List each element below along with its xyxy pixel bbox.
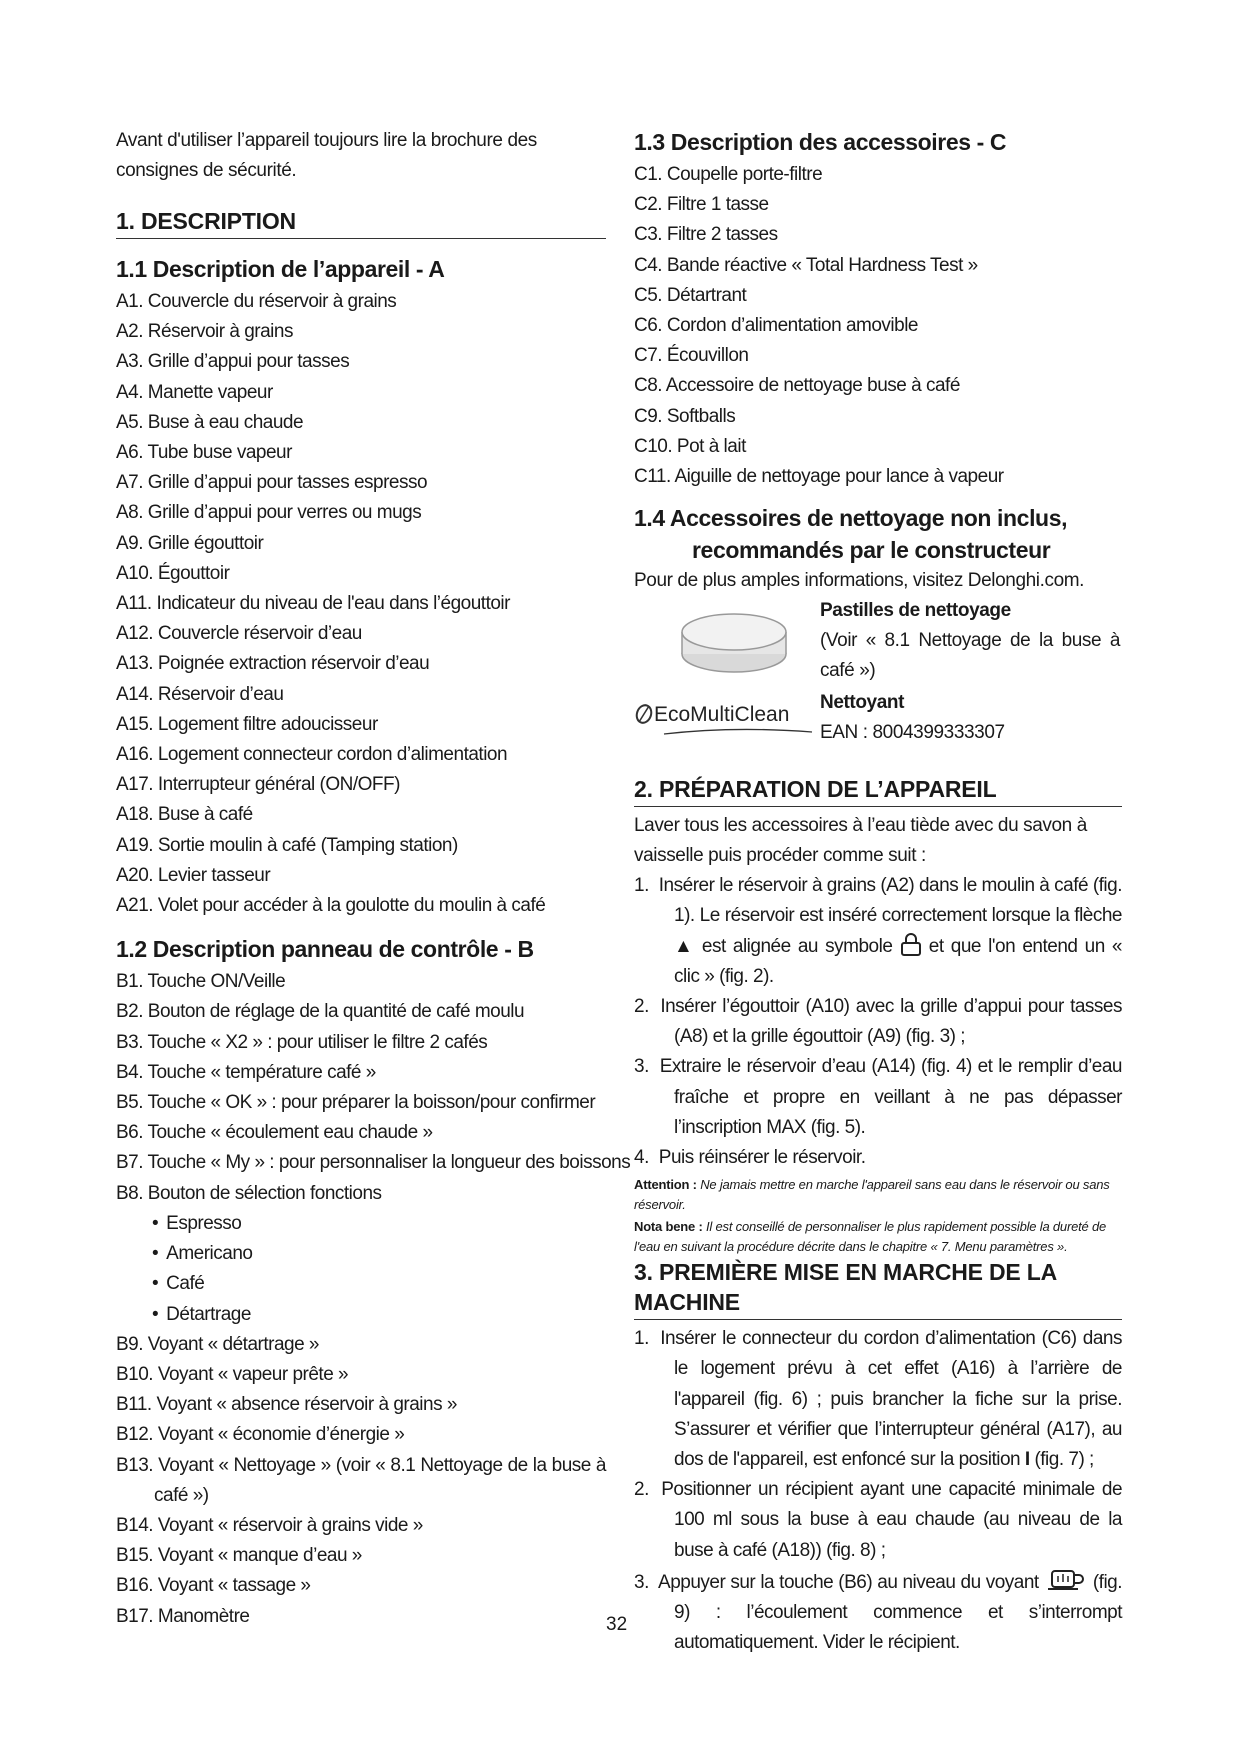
section-3-steps [634,1324,1122,1658]
list-item: A1. Couvercle du réservoir à grains [116,291,397,312]
section-2-title: 2. PRÉPARATION DE L’APPAREIL [634,774,1122,807]
list-item: B7. Touche « My » : pour personnaliser la longueur des boissons [116,1152,631,1174]
list-item: B1. Touche ON/Veille [116,971,286,993]
step-item: 1. Insérer le réservoir à grains (A2) dans le moulin à café (fig. 1). Le réservoir est inséré correctement lorsque la flèche ▲ est alignée au symbole et que l'on entend un « clic » (fig. 2). [634,875,1122,987]
nota-bene-note: Nota bene : Il est conseillé de personnaliser le plus rapidement possible la dureté de l'eau en suivant la procédure décrite dans le chapitre « 7. Menu paramètres ». [634,1219,1107,1255]
list-item: C2. Filtre 1 tasse [634,194,769,216]
bullet-item: • Détartrage [116,1300,606,1330]
step-item: 2. Positionner un récipient ayant une capacité minimale de 100 ml sous la buse à eau chaude (au niveau de la buse à café (A18)) (fig. 8) ; [634,1479,1123,1561]
attention-note: Attention : Ne jamais mettre en marche l'appareil sans eau dans le réservoir ou sans réservoir. [634,1177,1110,1213]
list-item: A20. Levier tasseur [116,864,271,886]
list-item: C6. Cordon d’alimentation amovible [634,315,918,337]
list-item: B17. Manomètre [116,1605,250,1627]
list-item: B11. Voyant « absence réservoir à grains » [116,1394,457,1416]
list-a [116,287,606,921]
step-item: 1. Insérer le connecteur du cordon d’alimentation (C6) dans le logement prévu à cet effet (A16) à l’arrière de l'appareil (fig. 6) ; puis brancher la fiche sur la prise. S’assurer et vérifier que l’interrupteur général (A17), au dos de l'appareil, est enfoncé sur la position I (fig. 7) ; [634,1328,1122,1471]
step-item: 4. Puis réinsérer le réservoir. [634,1147,866,1169]
list-item: C9. Softballs [634,405,736,427]
logo-text: EcoMultiClean [654,703,790,727]
subsection-1-4-title: 1.4 Accessoires de nettoyage non inclus, [634,505,1068,532]
step-item: 3. Appuyer sur la touche (B6) au niveau du voyant (fig. 9) : l’écoulement commence et s’interrompt automatiquement. Vider le récipient. [634,1566,1122,1659]
accessory-tablets-ref: (Voir « 8.1 Nettoyage de la buse à café ») [820,630,1120,682]
step-item: 2. Insérer l’égouttoir (A10) avec la grille d’appui pour tasses (A8) et la grille égouttoir (A9) (fig. 3) ; [634,996,1122,1048]
list-item: A6. Tube buse vapeur [116,442,292,464]
bullet-item: • Espresso [116,1209,606,1239]
subsection-1-1-title: 1.1 Description de l’appareil - A [116,256,445,282]
section-2-steps [634,871,1122,1173]
list-item: C1. Coupelle porte-filtre [634,164,823,185]
list-item: A14. Réservoir d’eau [116,683,284,705]
list-item: C4. Bande réactive « Total Hardness Test » [634,254,978,276]
accessory-tablets-text [820,596,1120,686]
list-item: B10. Voyant « vapeur prête » [116,1363,349,1385]
lock-icon [900,932,922,956]
info-text: Pour de plus amples informations, visitez Delonghi.com. [634,570,1085,592]
list-item: C11. Aiguille de nettoyage pour lance à vapeur [634,466,1004,488]
bullet-item: • Americano [116,1239,606,1269]
accessory-cleaner-text [820,688,1005,748]
list-item: A9. Grille égouttoir [116,532,264,554]
list-item: B13. Voyant « Nettoyage » (voir « 8.1 Nettoyage de la buse à café ») [116,1454,606,1506]
list-item: A15. Logement filtre adoucisseur [116,713,378,735]
list-item: A21. Volet pour accéder à la goulotte du moulin à café [116,895,546,917]
list-item: B6. Touche « écoulement eau chaude » [116,1122,433,1144]
list-item: C3. Filtre 2 tasses [634,224,778,246]
subsection-1-2-title: 1.2 Description panneau de contrôle - B [116,936,534,963]
subsection-1-3-title: 1.3 Description des accessoires - C [634,129,1007,155]
list-item: B3. Touche « X2 » : pour utiliser le filtre 2 cafés [116,1031,488,1053]
hot-water-icon [1044,1566,1088,1592]
section-3-title: 3. PREMIÈRE MISE EN MARCHE DE LA MACHINE [634,1257,1122,1320]
list-item: C8. Accessoire de nettoyage buse à café [634,375,960,397]
page-number: 32 [606,1614,628,1635]
list-item: A19. Sortie moulin à café (Tamping station) [116,834,458,856]
list-item: A16. Logement connecteur cordon d’alimentation [116,744,508,766]
list-item: B12. Voyant « économie d’énergie » [116,1424,405,1446]
list-item: B4. Touche « température café » [116,1061,376,1083]
list-item: A2. Réservoir à grains [116,321,293,343]
subsection-1-4-title-line2: recommandés par le constructeur [692,537,1051,564]
list-item: C7. Écouvillon [634,345,749,367]
accessory-cleaner [634,688,1122,754]
list-item: A13. Poignée extraction réservoir d’eau [116,653,430,675]
list-item: B16. Voyant « tassage » [116,1575,311,1597]
list-item: A5. Buse à eau chaude [116,411,304,433]
list-c [634,160,1122,492]
right-column [634,126,1122,1659]
list-item: A17. Interrupteur général (ON/OFF) [116,774,400,796]
section-2-intro: Laver tous les accessoires à l’eau tiède avec du savon à vaisselle puis procéder comme suit : [634,815,1087,867]
list-item: B2. Bouton de réglage de la quantité de café moulu [116,1001,525,1023]
list-item: A12. Couvercle réservoir d’eau [116,623,362,645]
intro-text: Avant d'utiliser l’appareil toujours lire la brochure des consignes de sécurité. [116,130,537,181]
ecomulticlean-logo [634,696,814,740]
list-item: B5. Touche « OK » : pour préparer la boisson/pour confirmer [116,1092,596,1114]
list-item: B9. Voyant « détartrage » [116,1333,319,1355]
list-item: B14. Voyant « réservoir à grains vide » [116,1514,423,1536]
accessory-tablets [634,596,1122,688]
list-item: C5. Détartrant [634,284,747,306]
list-item: A4. Manette vapeur [116,381,273,403]
list-item: A11. Indicateur du niveau de l'eau dans l’égouttoir [116,593,510,615]
step-item: 3. Extraire le réservoir d’eau (A14) (fig. 4) et le remplir d’eau fraîche et propre en veillant à ne pas dépasser l’inscription MAX (fig. 5). [634,1056,1123,1138]
section-1-title: 1. DESCRIPTION [116,206,606,239]
list-item: C10. Pot à lait [634,435,746,457]
list-item: A18. Buse à café [116,804,253,826]
list-item: B8. Bouton de sélection fonctions [116,1182,382,1204]
accessory-cleaner-title: Nettoyant [820,692,905,714]
list-item: A10. Égouttoir [116,562,230,584]
cleaning-tablet-icon [664,602,804,682]
accessory-cleaner-ean: EAN : 8004399333307 [820,722,1005,744]
list-item: A7. Grille d’appui pour tasses espresso [116,472,428,494]
list-item: A3. Grille d’appui pour tasses [116,351,350,373]
list-item: A8. Grille d’appui pour verres ou mugs [116,502,422,524]
list-item: B15. Voyant « manque d’eau » [116,1545,362,1567]
bullet-item: • Café [116,1269,606,1299]
accessory-tablets-title: Pastilles de nettoyage [820,600,1011,622]
